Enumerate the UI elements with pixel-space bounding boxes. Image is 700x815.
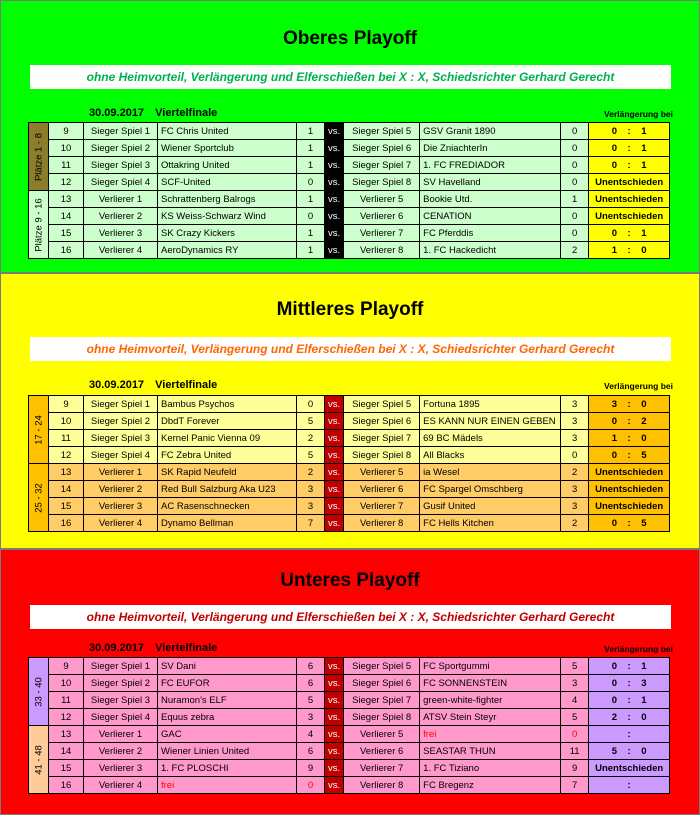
away-team: FC Bregenz bbox=[420, 777, 561, 794]
game-number: 10 bbox=[49, 140, 84, 157]
game-number: 12 bbox=[49, 447, 84, 464]
away-score: 9 bbox=[561, 760, 589, 777]
game-number: 11 bbox=[49, 157, 84, 174]
home-slot-label: Sieger Spiel 1 bbox=[84, 123, 158, 140]
game-number: 9 bbox=[49, 123, 84, 140]
game-number: 11 bbox=[49, 430, 84, 447]
home-slot-label: Verlierer 1 bbox=[84, 191, 158, 208]
match-date: 30.09.2017 bbox=[89, 107, 145, 119]
versus-label: vs. bbox=[325, 743, 344, 760]
game-number: 14 bbox=[49, 208, 84, 225]
home-score: 5 bbox=[297, 413, 325, 430]
home-team: SCF-United bbox=[158, 174, 297, 191]
versus-label: vs. bbox=[325, 658, 344, 675]
section-title: Oberes Playoff bbox=[282, 28, 418, 49]
home-slot-label: Verlierer 3 bbox=[84, 498, 158, 515]
home-score: 0 bbox=[297, 396, 325, 413]
home-score: 5 bbox=[297, 447, 325, 464]
away-team: ES KANN NUR EINEN GEBEN bbox=[420, 413, 561, 430]
table-row bbox=[29, 157, 670, 174]
table-row bbox=[29, 123, 670, 140]
table-row bbox=[29, 430, 670, 447]
game-number: 15 bbox=[49, 760, 84, 777]
away-team: ia Wesel bbox=[420, 464, 561, 481]
versus-label: vs. bbox=[325, 174, 344, 191]
home-slot-label: Verlierer 1 bbox=[84, 464, 158, 481]
extra-time-label: Verlängerung bei bbox=[604, 644, 673, 654]
home-score: 1 bbox=[297, 242, 325, 259]
away-team: ATSV Stein Steyr bbox=[420, 709, 561, 726]
away-team: FC Pferddis bbox=[420, 225, 561, 242]
match-date: 30.09.2017 bbox=[89, 642, 145, 654]
table-row bbox=[29, 726, 670, 743]
table-row bbox=[29, 498, 670, 515]
away-team: GSV Granit 1890 bbox=[420, 123, 561, 140]
home-team: FC Chris United bbox=[158, 123, 297, 140]
away-slot-label: Verlierer 8 bbox=[344, 777, 420, 794]
game-number: 9 bbox=[49, 396, 84, 413]
versus-label: vs. bbox=[325, 242, 344, 259]
home-team: Red Bull Salzburg Aka U23 bbox=[158, 481, 297, 498]
versus-label: vs. bbox=[325, 430, 344, 447]
home-slot-label: Verlierer 1 bbox=[84, 726, 158, 743]
away-score: 2 bbox=[561, 515, 589, 532]
away-slot-label: Sieger Spiel 8 bbox=[344, 174, 420, 191]
table-row bbox=[29, 464, 670, 481]
home-slot-label: Sieger Spiel 3 bbox=[84, 430, 158, 447]
away-slot-label: Verlierer 7 bbox=[344, 498, 420, 515]
home-team: SK Crazy Kickers bbox=[158, 225, 297, 242]
away-team: frei bbox=[420, 726, 561, 743]
round-header bbox=[89, 107, 217, 119]
away-slot-label: Sieger Spiel 6 bbox=[344, 675, 420, 692]
group-label-cell bbox=[29, 464, 49, 532]
away-slot-label: Verlierer 8 bbox=[344, 242, 420, 259]
round-name: Viertelfinale bbox=[155, 642, 218, 654]
home-team: FC EUFOR bbox=[158, 675, 297, 692]
away-slot-label: Verlierer 6 bbox=[344, 208, 420, 225]
table-row bbox=[29, 692, 670, 709]
extra-time-label: Verlängerung bei bbox=[604, 109, 673, 119]
group-label-cell bbox=[29, 726, 49, 794]
away-score: 1 bbox=[561, 191, 589, 208]
game-number: 9 bbox=[49, 658, 84, 675]
extra-time-result: 0 : 3 bbox=[589, 675, 670, 692]
away-slot-label: Sieger Spiel 8 bbox=[344, 709, 420, 726]
extra-time-result: 1 : 0 bbox=[589, 242, 670, 259]
versus-label: vs. bbox=[325, 447, 344, 464]
game-number: 14 bbox=[49, 743, 84, 760]
versus-label: vs. bbox=[325, 709, 344, 726]
home-team: Nuramon's ELF bbox=[158, 692, 297, 709]
away-team: FC Spargel Omschberg bbox=[420, 481, 561, 498]
home-slot-label: Verlierer 3 bbox=[84, 760, 158, 777]
away-slot-label: Verlierer 6 bbox=[344, 481, 420, 498]
away-team: 69 BC Mädels bbox=[420, 430, 561, 447]
extra-time-result: 0 : 5 bbox=[589, 447, 670, 464]
group-label-cell bbox=[29, 123, 49, 191]
game-number: 12 bbox=[49, 709, 84, 726]
section-title: Unteres Playoff bbox=[280, 570, 420, 591]
home-team: SV Dani bbox=[158, 658, 297, 675]
home-team: Ottakring United bbox=[158, 157, 297, 174]
home-score: 1 bbox=[297, 225, 325, 242]
away-slot-label: Sieger Spiel 7 bbox=[344, 430, 420, 447]
versus-label: vs. bbox=[325, 413, 344, 430]
away-slot-label: Verlierer 5 bbox=[344, 191, 420, 208]
home-slot-label: Sieger Spiel 1 bbox=[84, 396, 158, 413]
away-score: 0 bbox=[561, 726, 589, 743]
away-slot-label: Sieger Spiel 5 bbox=[344, 658, 420, 675]
game-number: 11 bbox=[49, 692, 84, 709]
away-team: SV Havelland bbox=[420, 174, 561, 191]
home-score: 7 bbox=[297, 515, 325, 532]
home-slot-label: Verlierer 3 bbox=[84, 225, 158, 242]
away-team: green-white-fighter bbox=[420, 692, 561, 709]
home-team: Schrattenberg Balrogs bbox=[158, 191, 297, 208]
home-score: 6 bbox=[297, 743, 325, 760]
rules-banner: ohne Heimvorteil, Verlängerung und Elferschießen bei X : X, Schiedsrichter Gerhard Gerecht bbox=[30, 65, 671, 89]
extra-time-result: Unentschieden bbox=[589, 208, 670, 225]
away-score: 3 bbox=[561, 430, 589, 447]
away-score: 0 bbox=[561, 225, 589, 242]
table-row bbox=[29, 709, 670, 726]
away-team: FC Sportgummi bbox=[420, 658, 561, 675]
section-title: Mittleres Playoff bbox=[276, 299, 424, 320]
home-score: 2 bbox=[297, 430, 325, 447]
home-team: Wiener Linien United bbox=[158, 743, 297, 760]
group-label: 41 - 48 bbox=[33, 744, 44, 775]
game-number: 12 bbox=[49, 174, 84, 191]
group-label-cell bbox=[29, 191, 49, 259]
away-score: 3 bbox=[561, 396, 589, 413]
home-slot-label: Verlierer 2 bbox=[84, 743, 158, 760]
away-slot-label: Sieger Spiel 6 bbox=[344, 413, 420, 430]
game-number: 15 bbox=[49, 225, 84, 242]
away-slot-label: Verlierer 7 bbox=[344, 760, 420, 777]
home-score: 6 bbox=[297, 658, 325, 675]
away-score: 0 bbox=[561, 174, 589, 191]
away-team: Die ZniachterIn bbox=[420, 140, 561, 157]
away-team: 1. FC Tiziano bbox=[420, 760, 561, 777]
home-team: FC Zebra United bbox=[158, 447, 297, 464]
extra-time-result: 2 : 0 bbox=[589, 709, 670, 726]
games-table bbox=[28, 657, 670, 794]
home-score: 3 bbox=[297, 498, 325, 515]
away-slot-label: Verlierer 5 bbox=[344, 464, 420, 481]
versus-label: vs. bbox=[325, 464, 344, 481]
away-team: All Blacks bbox=[420, 447, 561, 464]
away-team: Fortuna 1895 bbox=[420, 396, 561, 413]
home-score: 3 bbox=[297, 709, 325, 726]
home-score: 2 bbox=[297, 464, 325, 481]
home-team: DbdT Forever bbox=[158, 413, 297, 430]
away-score: 0 bbox=[561, 157, 589, 174]
versus-label: vs. bbox=[325, 777, 344, 794]
home-team: Bambus Psychos bbox=[158, 396, 297, 413]
extra-time-result: 0 : 1 bbox=[589, 225, 670, 242]
game-number: 13 bbox=[49, 726, 84, 743]
away-score: 3 bbox=[561, 481, 589, 498]
versus-label: vs. bbox=[325, 498, 344, 515]
table-row bbox=[29, 191, 670, 208]
away-team: Gusif United bbox=[420, 498, 561, 515]
home-team: Kernel Panic Vienna 09 bbox=[158, 430, 297, 447]
games-table bbox=[28, 395, 670, 532]
extra-time-result: 0 : 1 bbox=[589, 692, 670, 709]
away-team: CENATION bbox=[420, 208, 561, 225]
home-slot-label: Sieger Spiel 1 bbox=[84, 658, 158, 675]
versus-label: vs. bbox=[325, 123, 344, 140]
extra-time-result: Unentschieden bbox=[589, 498, 670, 515]
table-row bbox=[29, 481, 670, 498]
away-score: 11 bbox=[561, 743, 589, 760]
away-slot-label: Verlierer 5 bbox=[344, 726, 420, 743]
home-score: 9 bbox=[297, 760, 325, 777]
away-score: 3 bbox=[561, 675, 589, 692]
home-slot-label: Verlierer 2 bbox=[84, 481, 158, 498]
home-slot-label: Sieger Spiel 2 bbox=[84, 413, 158, 430]
match-date: 30.09.2017 bbox=[89, 379, 145, 391]
home-slot-label: Verlierer 4 bbox=[84, 242, 158, 259]
table-row bbox=[29, 174, 670, 191]
extra-time-result: 0 : 1 bbox=[589, 157, 670, 174]
away-score: 5 bbox=[561, 658, 589, 675]
home-team: KS Weiss-Schwarz Wind bbox=[158, 208, 297, 225]
versus-label: vs. bbox=[325, 225, 344, 242]
away-slot-label: Sieger Spiel 5 bbox=[344, 123, 420, 140]
away-score: 3 bbox=[561, 498, 589, 515]
game-number: 15 bbox=[49, 498, 84, 515]
game-number: 16 bbox=[49, 242, 84, 259]
home-score: 5 bbox=[297, 692, 325, 709]
extra-time-label: Verlängerung bei bbox=[604, 381, 673, 391]
home-team: 1. FC PLOSCHI bbox=[158, 760, 297, 777]
extra-time-result: Unentschieden bbox=[589, 174, 670, 191]
home-score: 0 bbox=[297, 208, 325, 225]
extra-time-result: 0 : 1 bbox=[589, 123, 670, 140]
section-oberes-playoff bbox=[0, 0, 700, 273]
away-team: FC SONNENSTEIN bbox=[420, 675, 561, 692]
home-slot-label: Verlierer 2 bbox=[84, 208, 158, 225]
home-score: 1 bbox=[297, 140, 325, 157]
extra-time-result: 0 : 1 bbox=[589, 140, 670, 157]
home-score: 3 bbox=[297, 481, 325, 498]
away-slot-label: Verlierer 7 bbox=[344, 225, 420, 242]
home-score: 4 bbox=[297, 726, 325, 743]
table-row bbox=[29, 743, 670, 760]
home-score: 1 bbox=[297, 157, 325, 174]
home-team: Wiener Sportclub bbox=[158, 140, 297, 157]
table-row bbox=[29, 777, 670, 794]
home-score: 0 bbox=[297, 174, 325, 191]
game-number: 13 bbox=[49, 191, 84, 208]
table-row bbox=[29, 208, 670, 225]
game-number: 10 bbox=[49, 675, 84, 692]
versus-label: vs. bbox=[325, 140, 344, 157]
home-score: 0 bbox=[297, 777, 325, 794]
section-unteres-playoff bbox=[0, 549, 700, 815]
table-row bbox=[29, 225, 670, 242]
versus-label: vs. bbox=[325, 760, 344, 777]
home-slot-label: Sieger Spiel 4 bbox=[84, 447, 158, 464]
game-number: 10 bbox=[49, 413, 84, 430]
home-slot-label: Verlierer 4 bbox=[84, 777, 158, 794]
away-score: 5 bbox=[561, 709, 589, 726]
away-score: 4 bbox=[561, 692, 589, 709]
away-slot-label: Sieger Spiel 5 bbox=[344, 396, 420, 413]
home-slot-label: Sieger Spiel 2 bbox=[84, 675, 158, 692]
table-row bbox=[29, 675, 670, 692]
away-score: 2 bbox=[561, 242, 589, 259]
versus-label: vs. bbox=[325, 675, 344, 692]
extra-time-result: : bbox=[589, 777, 670, 794]
home-slot-label: Sieger Spiel 4 bbox=[84, 174, 158, 191]
home-slot-label: Verlierer 4 bbox=[84, 515, 158, 532]
home-score: 1 bbox=[297, 191, 325, 208]
group-label: 17 - 24 bbox=[33, 414, 44, 445]
home-slot-label: Sieger Spiel 4 bbox=[84, 709, 158, 726]
round-header bbox=[89, 379, 217, 391]
extra-time-result: 3 : 0 bbox=[589, 396, 670, 413]
table-row bbox=[29, 760, 670, 777]
table-row bbox=[29, 140, 670, 157]
table-row bbox=[29, 242, 670, 259]
away-score: 0 bbox=[561, 140, 589, 157]
away-slot-label: Sieger Spiel 7 bbox=[344, 157, 420, 174]
home-team: AC Rasenschnecken bbox=[158, 498, 297, 515]
home-score: 1 bbox=[297, 123, 325, 140]
away-score: 0 bbox=[561, 123, 589, 140]
away-score: 7 bbox=[561, 777, 589, 794]
round-name: Viertelfinale bbox=[155, 379, 218, 391]
extra-time-result: 1 : 0 bbox=[589, 430, 670, 447]
away-team: 1. FC FREDIADOR bbox=[420, 157, 561, 174]
versus-label: vs. bbox=[325, 191, 344, 208]
extra-time-result: Unentschieden bbox=[589, 481, 670, 498]
away-slot-label: Verlierer 8 bbox=[344, 515, 420, 532]
away-slot-label: Sieger Spiel 6 bbox=[344, 140, 420, 157]
table-row bbox=[29, 396, 670, 413]
table-row bbox=[29, 658, 670, 675]
away-score: 3 bbox=[561, 413, 589, 430]
rules-banner: ohne Heimvorteil, Verlängerung und Elferschießen bei X : X, Schiedsrichter Gerhard Gerecht bbox=[30, 337, 671, 361]
versus-label: vs. bbox=[325, 396, 344, 413]
versus-label: vs. bbox=[325, 515, 344, 532]
group-label-cell bbox=[29, 658, 49, 726]
round-header bbox=[89, 642, 217, 654]
group-label: Plätze 9 - 16 bbox=[33, 197, 44, 252]
group-label: 25 - 32 bbox=[33, 482, 44, 513]
extra-time-result: 5 : 0 bbox=[589, 743, 670, 760]
away-team: Bookie Utd. bbox=[420, 191, 561, 208]
group-label-cell bbox=[29, 396, 49, 464]
extra-time-result: Unentschieden bbox=[589, 464, 670, 481]
away-score: 0 bbox=[561, 208, 589, 225]
home-slot-label: Sieger Spiel 3 bbox=[84, 692, 158, 709]
home-team: Dynamo Bellman bbox=[158, 515, 297, 532]
away-team: 1. FC Hackedicht bbox=[420, 242, 561, 259]
extra-time-result: Unentschieden bbox=[589, 760, 670, 777]
extra-time-result: 0 : 1 bbox=[589, 658, 670, 675]
table-row bbox=[29, 515, 670, 532]
away-score: 0 bbox=[561, 447, 589, 464]
game-number: 16 bbox=[49, 777, 84, 794]
extra-time-result: 0 : 5 bbox=[589, 515, 670, 532]
versus-label: vs. bbox=[325, 208, 344, 225]
away-slot-label: Verlierer 6 bbox=[344, 743, 420, 760]
extra-time-result: 0 : 2 bbox=[589, 413, 670, 430]
group-label: 33 - 40 bbox=[33, 676, 44, 707]
game-number: 16 bbox=[49, 515, 84, 532]
game-number: 14 bbox=[49, 481, 84, 498]
table-row bbox=[29, 413, 670, 430]
versus-label: vs. bbox=[325, 481, 344, 498]
home-slot-label: Sieger Spiel 3 bbox=[84, 157, 158, 174]
table-row bbox=[29, 447, 670, 464]
games-table bbox=[28, 122, 670, 259]
away-slot-label: Sieger Spiel 7 bbox=[344, 692, 420, 709]
away-slot-label: Sieger Spiel 8 bbox=[344, 447, 420, 464]
home-score: 6 bbox=[297, 675, 325, 692]
home-team: Equus zebra bbox=[158, 709, 297, 726]
away-score: 2 bbox=[561, 464, 589, 481]
rules-banner: ohne Heimvorteil, Verlängerung und Elferschießen bei X : X, Schiedsrichter Gerhard Gerecht bbox=[30, 605, 671, 629]
group-label: Plätze 1 - 8 bbox=[33, 132, 44, 181]
away-team: SEASTAR THUN bbox=[420, 743, 561, 760]
away-team: FC Hells Kitchen bbox=[420, 515, 561, 532]
section-mittleres-playoff bbox=[0, 273, 700, 549]
versus-label: vs. bbox=[325, 726, 344, 743]
home-team: SK Rapid Neufeld bbox=[158, 464, 297, 481]
extra-time-result: Unentschieden bbox=[589, 191, 670, 208]
home-slot-label: Sieger Spiel 2 bbox=[84, 140, 158, 157]
home-team: GAC bbox=[158, 726, 297, 743]
extra-time-result: : bbox=[589, 726, 670, 743]
game-number: 13 bbox=[49, 464, 84, 481]
versus-label: vs. bbox=[325, 692, 344, 709]
home-team: AeroDynamics RY bbox=[158, 242, 297, 259]
round-name: Viertelfinale bbox=[155, 107, 218, 119]
home-team: frei bbox=[158, 777, 297, 794]
versus-label: vs. bbox=[325, 157, 344, 174]
